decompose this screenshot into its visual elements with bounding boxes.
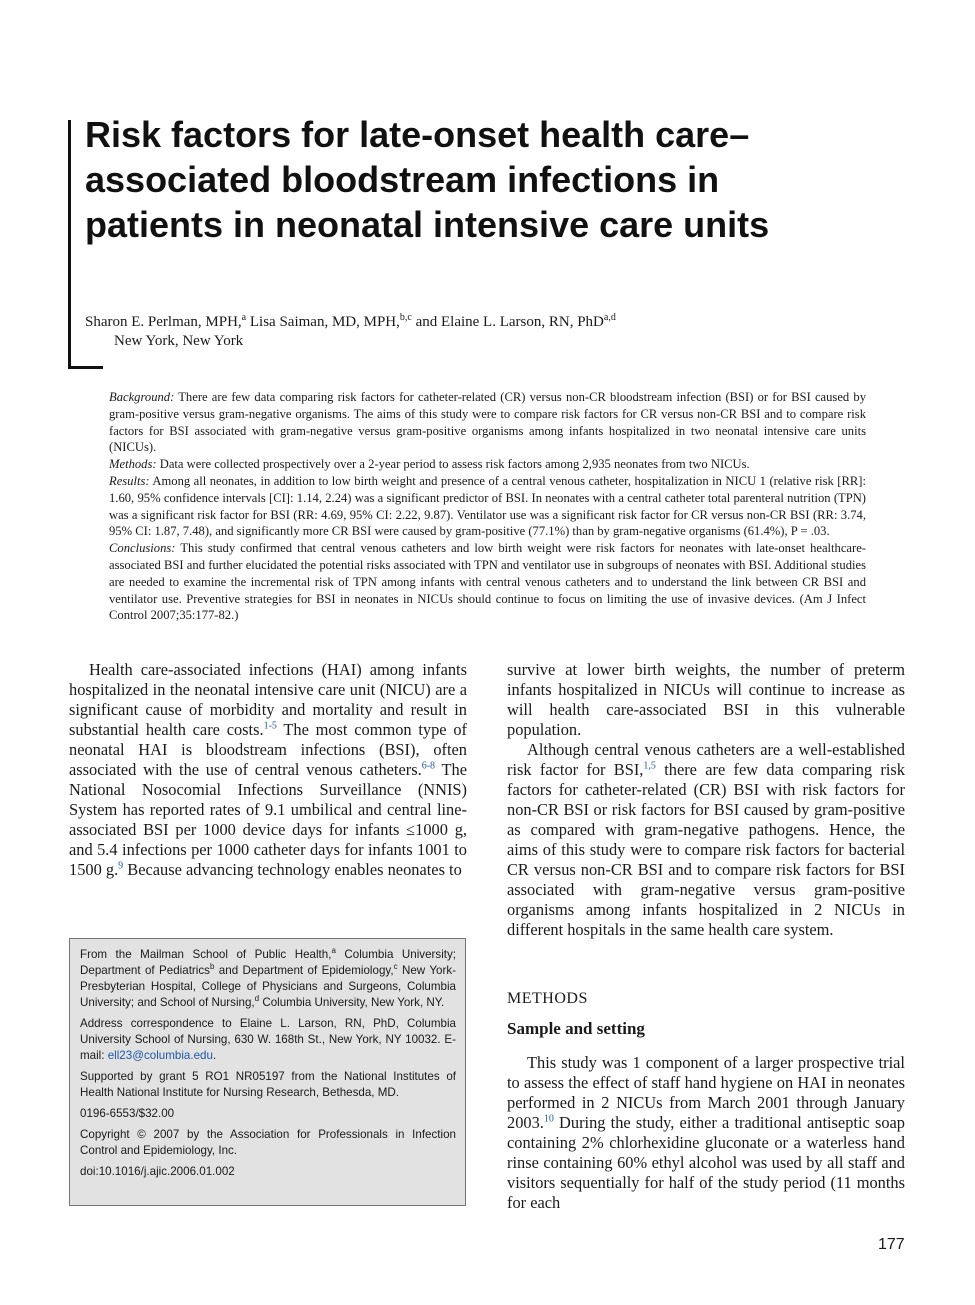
footnote-text: From the Mailman School of Public Health, bbox=[80, 948, 332, 961]
body-column-left bbox=[69, 660, 467, 880]
abstract-conclusions bbox=[109, 540, 866, 624]
author-location: New York, New York bbox=[114, 333, 244, 349]
price-note: 0196-6553/$32.00 bbox=[80, 1107, 175, 1120]
footnote-text: . bbox=[212, 1049, 217, 1062]
citation-link[interactable]: 1,5 bbox=[643, 760, 656, 772]
footnote-text: Columbia University; Department of Pediatrics bbox=[80, 948, 457, 977]
article-title: Risk factors for late-onset health care–associated bloodstream infections in patients in neonatal intensive care units bbox=[85, 114, 770, 245]
body-text: Because advancing technology enables neonates to bbox=[123, 860, 462, 879]
affiliation-mark: a bbox=[331, 946, 336, 956]
affiliation-mark: d bbox=[254, 994, 260, 1004]
affiliation-mark: b bbox=[209, 962, 215, 972]
abstract-label: Methods: bbox=[109, 457, 157, 472]
footnote-text: Address correspondence to Elaine L. Larson, RN, PhD, Columbia University School of Nursing, 630 W. 168th St., New York, NY 10032. E-mail: bbox=[80, 1017, 456, 1062]
body-paragraph: survive at lower birth weights, the number of preterm infants hospitalized in NICUs will continue to increase as will health care-associated BSI in this vulnerable population. bbox=[507, 660, 905, 739]
abstract-label: Results: bbox=[109, 473, 150, 488]
citation-link[interactable]: 10 bbox=[543, 1113, 554, 1125]
body-text: This study was 1 component of a larger prospective trial to assess the effect of staff hand hygiene on HAI in neonates performed in 2 NICUs from March 2001 through January 2003. bbox=[507, 1053, 905, 1132]
citation-link[interactable]: 6-8 bbox=[421, 760, 436, 772]
funding-note: Supported by grant 5 RO1 NR05197 from the National Institutes of Health National Institute for Nursing Research, Bethesda, MD. bbox=[80, 1070, 456, 1099]
body-text: The most common type of neonatal HAI is bloodstream infections (BSI), often associated with the use of central venous catheters. bbox=[69, 720, 467, 779]
citation-link[interactable]: 1-5 bbox=[263, 720, 277, 732]
body-text: Although central venous catheters are a well-established risk factor for BSI, bbox=[507, 740, 905, 779]
copyright-note: Copyright © 2007 by the Association for Professionals in Infection Control and Epidemiology, Inc. bbox=[80, 1128, 456, 1157]
footnote-text: Columbia University, New York, NY. bbox=[259, 996, 445, 1009]
body-paragraph bbox=[507, 1053, 905, 1213]
abstract-text: This study confirmed that central venous catheters and low birth weight were risk factors for neonates with late-onset healthcare-associated BSI and further elucidated the potential risks associated with TPN and ventilator use in subgroups of neonates with BSI. Additional studies are needed to examine the incremental risk of TPN among infants with central venous catheters and to understand the link between CR BSI and ventilator use. Preventive strategies for BSI in neonates in NICUs should continue to focus on limiting the use of invasive devices. (Am J Infect Control 2007;35:177-82.) bbox=[109, 541, 866, 623]
affiliations-note bbox=[80, 947, 456, 1011]
section-heading-methods: METHODS bbox=[507, 990, 588, 1007]
footnote-text: New York-Presbyterian Hospital, College of Physicians and Surgeons, Columbia University; and School of Nursing, bbox=[80, 964, 457, 1009]
subsection-heading: Sample and setting bbox=[507, 1019, 645, 1038]
body-column-right bbox=[507, 660, 905, 940]
affiliation-mark: c bbox=[393, 962, 398, 972]
abstract-background bbox=[109, 389, 866, 456]
abstract-text: Data were collected prospectively over a 2-year period to assess risk factors among 2,935 neonates from two NICUs. bbox=[156, 457, 750, 472]
body-text: Health care-associated infections (HAI) among infants hospitalized in the neonatal intensive care unit (NICU) are a significant cause of morbidity and mortality and result in substantial health care costs. bbox=[69, 660, 467, 739]
author-affiliation-mark: a,d bbox=[603, 312, 616, 323]
author-affiliation-mark: b,c bbox=[399, 312, 412, 323]
footnote-box bbox=[69, 938, 466, 1206]
body-text: there are few data comparing risk factors for catheter-related (CR) BSI with risk factors for non-CR BSI or risk factors for BSI caused by gram-positive as compared with gram-negative pathogens. Hence, the aims of this study were to compare risk factors for bacterial CR versus non-CR BSI and to compare risk factors for BSI associated with gram-negative versus gram-positive organisms among infants hospitalized in 2 NICUs in different hospitals in the same health care system. bbox=[507, 760, 905, 939]
abstract-label: Conclusions: bbox=[109, 541, 176, 556]
citation-link[interactable]: 9 bbox=[118, 860, 124, 872]
doi-note[interactable]: doi:10.1016/j.ajic.2006.01.002 bbox=[80, 1165, 235, 1178]
body-text: The National Nosocomial Infections Surveillance (NNIS) System has reported rates of 9.1 umbilical and central line-associated BSI per 1000 device days for infants ≤1000 g, and 5.4 infections per 1000 catheter days for infants 1001 to 1500 g. bbox=[69, 760, 467, 879]
correspondence-note bbox=[80, 1016, 456, 1064]
body-paragraph bbox=[507, 740, 905, 940]
email-link[interactable]: ell23@columbia.edu bbox=[107, 1049, 213, 1062]
body-paragraph bbox=[69, 660, 467, 880]
abstract-text: There are few data comparing risk factors for catheter-related (CR) versus non-CR bloodstream infection (BSI) or for BSI caused by gram-positive versus gram-negative organisms. The aims of this study were to compare risk factors for CR versus non-CR BSI and to compare risk factors for BSI associated with gram-negative versus gram-positive organisms among infants hospitalized in two neonatal intensive care units (NICUs). bbox=[109, 390, 866, 455]
abstract-text: Among all neonates, in addition to low birth weight and presence of a central venous catheter, hospitalization in NICU 1 (relative risk [RR]: 1.60, 95% confidence intervals [CI]: 1.14, 2.24) was a significant predictor of BSI. In neonates with a central catheter total parenteral nutrition (TPN) was a significant risk factor for BSI (RR: 4.69, 95% CI: 2.22, 9.87). Ventilator use was a significant risk factor for CR versus non-CR BSI (RR: 3.74, 95% CI: 1.87, 7.48), and significantly more CR BSI were caused by gram-positive (77.1%) than by gram-negative organisms (61.4%), P = .03. bbox=[109, 473, 866, 539]
author-name: and Elaine L. Larson, RN, PhD bbox=[411, 314, 604, 330]
abstract-results bbox=[109, 473, 866, 540]
footnote-text: and Department of Epidemiology, bbox=[214, 964, 394, 977]
abstract-methods bbox=[109, 456, 866, 473]
author-name: Sharon E. Perlman, MPH, bbox=[85, 314, 242, 330]
body-text: During the study, either a traditional antiseptic soap containing 2% chlorhexidine gluconate or a waterless hand rinse containing 60% ethyl alcohol was used by all staff and visitors sequentially for half of the study period (11 months for each bbox=[507, 1113, 905, 1212]
author-list bbox=[85, 313, 885, 332]
author-affiliation-mark: a bbox=[241, 312, 247, 323]
abstract bbox=[109, 389, 866, 624]
body-column-right-lower bbox=[507, 1053, 905, 1213]
page-number: 177 bbox=[878, 1236, 905, 1253]
abstract-label: Background: bbox=[109, 390, 175, 404]
author-name: Lisa Saiman, MD, MPH, bbox=[246, 314, 400, 330]
